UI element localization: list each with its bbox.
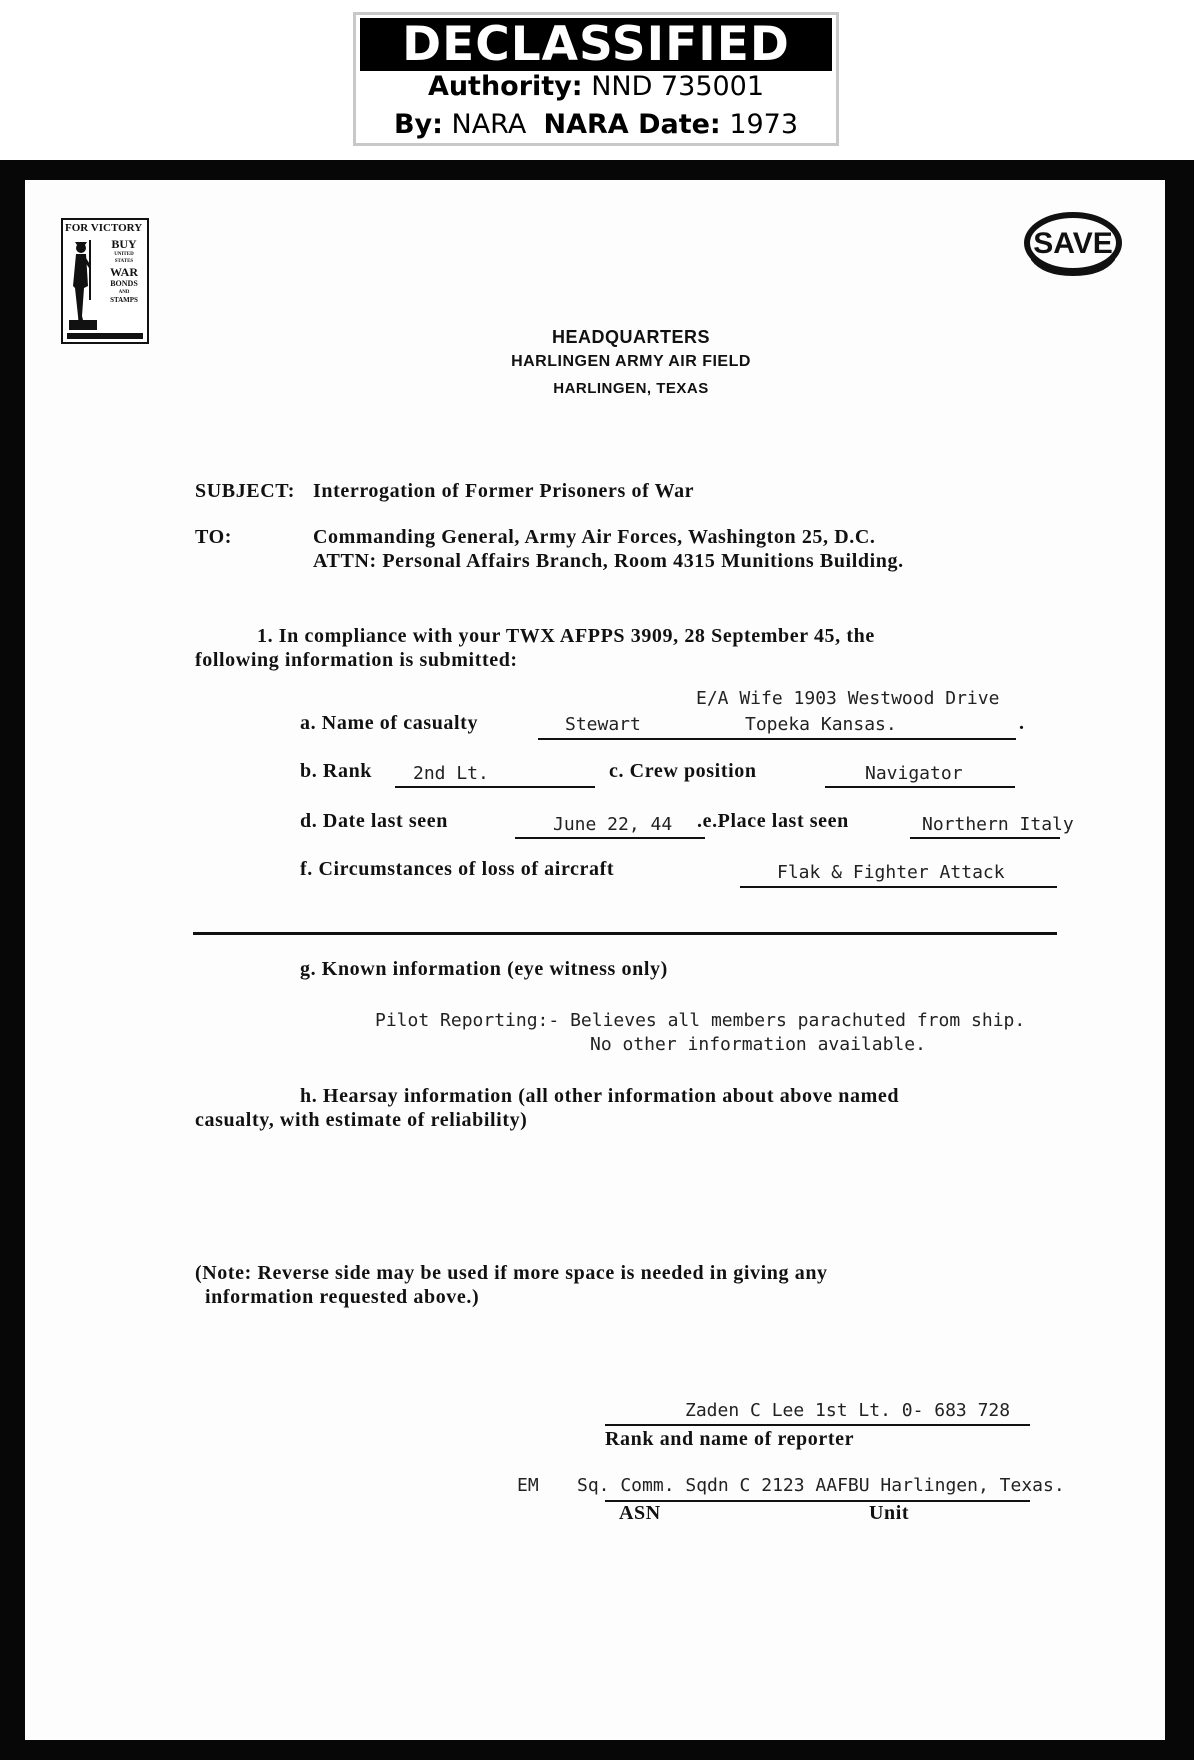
stamp-title: DECLASSIFIED [360,18,832,71]
field-h-line-2: casualty, with estimate of reliability) [195,1109,528,1131]
war-bonds-poster-icon [61,218,149,344]
reporter-underline [605,1424,1030,1426]
to-label: TO: [195,526,232,548]
field-d-value: June 22, 44 [553,814,673,835]
poster-word: BONDS [110,279,138,288]
field-e-underline [910,837,1060,839]
poster-word: WAR [109,265,138,279]
field-a-label: a. Name of casualty [300,712,479,734]
poster-top-text: FOR VICTORY [65,222,143,234]
casualty-address-line-2: Topeka Kansas. [745,714,897,735]
poster-base [67,333,143,339]
paragraph-1-line-2: following information is submitted: [195,649,518,671]
unit-label: Unit [869,1502,910,1524]
poster-word: UNITED [114,252,134,257]
letterhead-location: HARLINGEN, TEXAS [553,380,709,397]
field-a-value: Stewart [565,714,641,735]
poster-word: BUY [111,237,137,251]
scan-frame [0,160,1194,1760]
field-b-underline [395,786,595,788]
poster-word: STATES [114,259,134,264]
field-b-label: b. Rank [300,760,373,782]
casualty-address-line-1: E/A Wife 1903 Westwood Drive [696,688,1000,709]
field-d-label: d. Date last seen [300,810,448,832]
reporter-value: Zaden C Lee 1st Lt. 0- 683 728 [685,1400,1011,1421]
stamp-authority: Authority: NND 735001 [427,71,765,102]
field-f-underline [740,886,1057,888]
field-f-label: f. Circumstances of loss of aircraft [300,858,615,880]
subject-text: Interrogation of Former Prisoners of War [313,480,695,502]
reporter-label: Rank and name of reporter [605,1428,855,1450]
unit-value: Sq. Comm. Sqdn C 2123 AAFBU Harlingen, Texas. [577,1475,1065,1496]
field-c-label: c. Crew position [609,760,757,782]
field-f-value: Flak & Fighter Attack [777,862,1005,883]
to-line-1: Commanding General, Army Air Forces, Washington 25, D.C. [313,526,876,548]
save-logo-text: SAVE [1033,227,1113,260]
paragraph-1-line-1: 1. In compliance with your TWX AFPPS 3909, 28 September 45, the [257,625,875,647]
letterhead-airfield: HARLINGEN ARMY AIR FIELD [511,353,751,370]
unit-underline [605,1500,1030,1502]
asn-prefix: EM [517,1475,539,1496]
poster-words [101,238,147,306]
field-e-value: Northern Italy [922,814,1074,835]
field-c-underline [825,786,1015,788]
field-d-underline [515,837,705,839]
field-e-label: .e.Place last seen [697,810,849,832]
poster-word: AND [118,290,130,295]
field-g-label: g. Known information (eye witness only) [300,958,668,980]
note-line-1: (Note: Reverse side may be used if more space is needed in giving any [195,1262,828,1284]
minuteman-figure-icon [67,236,99,336]
to-line-2: ATTN: Personal Affairs Branch, Room 4315 Munitions Building. [313,550,904,572]
field-g-line-2: No other information available. [590,1034,926,1055]
declassified-stamp [353,12,839,146]
save-logo-icon [1023,210,1123,276]
field-a-underline [538,738,1016,740]
poster-word: STAMPS [110,296,138,304]
field-b-value: 2nd Lt. [413,763,489,784]
stamp-by-date: By: NARA NARA Date: 1973 [393,109,799,140]
subject-label: SUBJECT: [195,480,296,502]
note-line-2: information requested above.) [205,1286,480,1308]
section-separator [193,932,1057,935]
field-g-line-1: Pilot Reporting:- Believes all members parachuted from ship. [375,1010,1026,1031]
document-page: FOR VICTORY BUY UNITED STATES WAR BONDS AND STAMPS SAVE HEADQUARTERS HARLINGEN ARMY AIR FIELD HARLINGEN, TEXAS SUBJECT: Interrogation of Former Prisoners of War TO: Commanding General, Army Air Forces, Washington 25, D.C. ATTN: Personal Affairs Branch, Room 4315 Munitions Building. 1. In compliance with your TWX AFPPS 3909, 28 September 45, the following information is submitted: E/A Wife 1903 Westwood Drive a. Name of casualty Stewart Topeka Kansas. . b. Rank 2nd Lt. c. Crew position Navigator d. Date last seen June 22, 44 .e.Place last seen Northern Italy f. Circumstances of loss of aircraft Flak & Fighter Attack g. Known information (eye witness only) Pilot Reporting:- Believes all members parachuted from ship. No other information available. h. Hearsay information (all other information about above named casualty, with estimate of reliability) (Note: Reverse side may be used if more space is needed in giving any information requested above.) Zaden C Lee 1st Lt. 0- 683 728 Rank and name of reporter EM Sq. Comm. Sqdn C 2123 AAFBU Harlingen, Texas. ASN Unit [25,180,1165,1740]
letterhead-headquarters: HEADQUARTERS [551,327,710,347]
asn-label: ASN [619,1502,661,1524]
field-c-value: Navigator [865,763,963,784]
field-h-line-1: h. Hearsay information (all other information about above named [300,1085,900,1107]
